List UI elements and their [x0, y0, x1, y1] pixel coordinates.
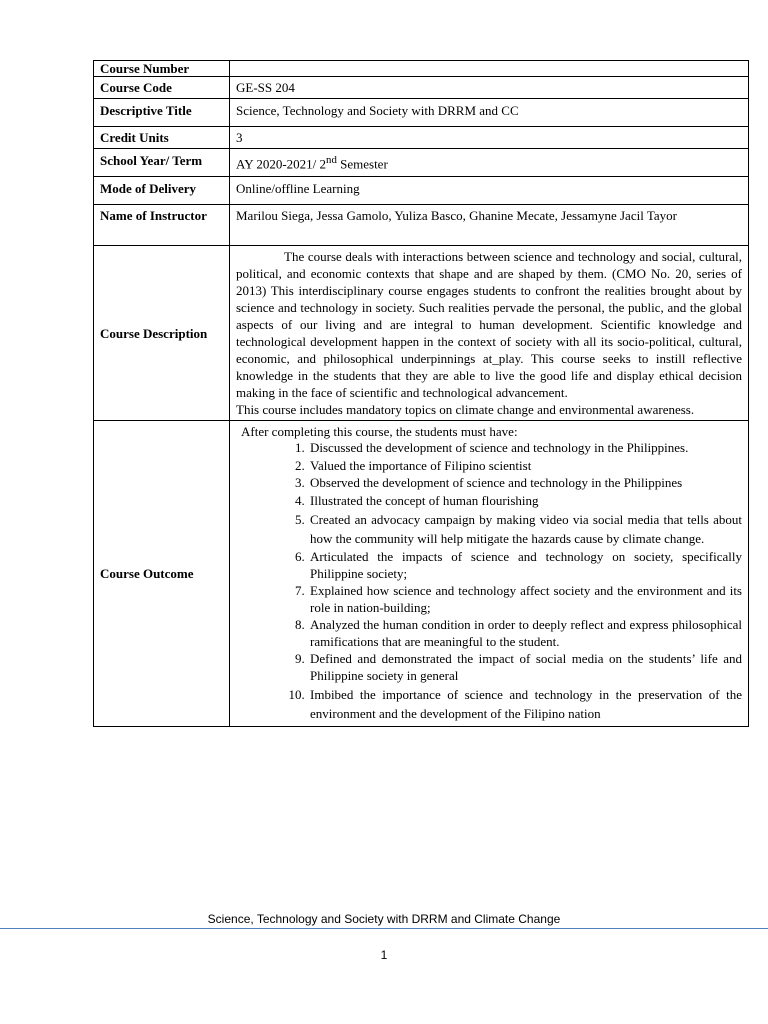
school-year-row [94, 149, 749, 177]
outcome-item: 7. Explained how science and technology affect society and the environment and its role in nation-building; [308, 583, 742, 616]
outcome-item: 8. Analyzed the human condition in order to deeply reflect and express philosophical ramifications that are meaningful to the student. [308, 617, 742, 650]
outcome-item: 10. Imbibed the importance of science and technology in the preservation of the environment and the development of the Filipino nation [308, 685, 742, 723]
course-description-value [230, 246, 749, 421]
course-code-label: Course Code [94, 77, 230, 99]
footer-title: Science, Technology and Society with DRRM and Climate Change [207, 912, 561, 926]
credit-units-row [94, 127, 749, 149]
mode-of-delivery-value: Online/offline Learning [230, 177, 749, 205]
school-year-suffix: Semester [336, 156, 388, 172]
school-year-label: School Year/ Term [94, 149, 230, 177]
mode-of-delivery-row [94, 177, 749, 205]
course-description-label: Course Description [94, 246, 230, 421]
outcome-item: 1. Discussed the development of science and technology in the Philippines. [308, 440, 742, 457]
outcome-item: 5. Created an advocacy campaign by making video via social media that tells about how the community will help mitigate the hazards cause by climate change. [308, 510, 742, 548]
mode-of-delivery-label: Mode of Delivery [94, 177, 230, 205]
course-info-table [93, 60, 749, 727]
course-description-text-1: The course deals with interactions between science and technology and social, cultural, political, and economic contexts that shape and are shaped by them. (CMO No. 20, series of 2013) This interdisciplinary course engages students to confront the realities brought about by science and technology in society. Such realities pervade the personal, the public, and the global aspects of our living and are integral to human development. Scientific knowledge and technological development happen in the context of society with all its socio-political, cultural, economic, and philosophical underpinnings at_play. This course seeks to instill reflective knowledge in the students that they are able to live the good life and display ethical decision making in the face of scientific and technological advancement. [236, 249, 742, 400]
outcome-item: 6. Articulated the impacts of science and technology on society, specifically Philippine society; [308, 549, 742, 582]
outcome-item: 3. Observed the development of science and technology in the Philippines [308, 475, 742, 492]
outcome-item: 9. Defined and demonstrated the impact of social media on the students’ life and Philippine society in general [308, 651, 742, 684]
instructor-row [94, 205, 749, 246]
course-outcome-value [230, 421, 749, 727]
outcome-item: 4. Illustrated the concept of human flourishing [308, 493, 742, 510]
descriptive-title-row [94, 99, 749, 127]
course-description-row [94, 246, 749, 421]
course-outcome-list [236, 440, 742, 723]
descriptive-title-label: Descriptive Title [94, 99, 230, 127]
page-number: 1 [380, 948, 388, 962]
instructor-label: Name of Instructor [94, 205, 230, 246]
course-number-value [230, 61, 749, 77]
course-number-row [94, 61, 749, 77]
course-outcome-row [94, 421, 749, 727]
course-code-row [94, 77, 749, 99]
course-outcome-label: Course Outcome [94, 421, 230, 727]
course-description-paragraph-1 [236, 248, 742, 401]
credit-units-value: 3 [230, 127, 749, 149]
course-number-label: Course Number [94, 61, 230, 77]
course-description-paragraph-2: This course includes mandatory topics on climate change and environmental awareness. [236, 402, 695, 417]
descriptive-title-value: Science, Technology and Society with DRRM and CC [230, 99, 749, 127]
school-year-superscript: nd [326, 154, 337, 166]
footer-rule [0, 928, 768, 929]
school-year-prefix: AY 2020-2021/ 2 [236, 156, 327, 172]
outcome-item: 2. Valued the importance of Filipino scientist [308, 458, 742, 475]
school-year-value [230, 149, 749, 177]
course-code-value: GE-SS 204 [230, 77, 749, 99]
instructor-value: Marilou Siega, Jessa Gamolo, Yuliza Basco, Ghanine Mecate, Jessamyne Jacil Tayor [230, 205, 749, 246]
course-outcome-intro: After completing this course, the students must have: [241, 424, 518, 439]
credit-units-label: Credit Units [94, 127, 230, 149]
